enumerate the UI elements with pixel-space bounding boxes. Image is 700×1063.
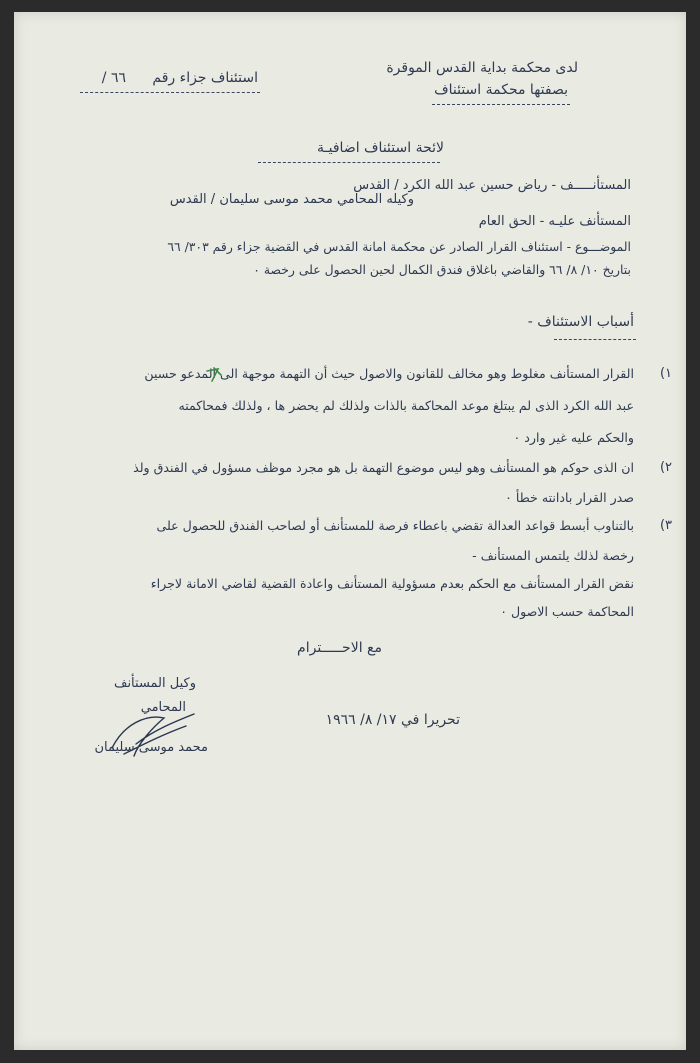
reason-2-line-2: صدر القرار بادانته خطأ ٠ — [505, 490, 634, 505]
title-underline — [258, 162, 440, 163]
reason-3-line-2: رخصة لذلك يلتمس المستأنف - — [472, 548, 634, 563]
green-ink-mark — [204, 366, 224, 384]
reason-number-2: ٢) — [659, 460, 672, 475]
reason-3-line-1: بالتناوب أبسط قواعد العدالة تقضي باعطاء فرصة للمستأنف أو لصاحب الفندق للحصول على — [156, 518, 634, 533]
reason-1-line-2: عبد الله الكرد الذى لم يبتلغ موعد المحاكمة بالذات ولذلك لم يحضر ها ، ولذلك فمحاكمته — [178, 398, 634, 413]
respondent-line: المستأنف عليـه - الحق العام — [478, 214, 631, 229]
reason-number-1: ١) — [659, 366, 672, 381]
case-label: استئناف جزاء رقم — [152, 70, 258, 86]
appellant-attorney-line: وكيله المحامي محمد موسى سليمان / القدس — [169, 192, 414, 207]
reason-2-line-1: ان الذى حوكم هو المستأنف وهو ليس موضوع التهمة بل هو مجرد موظف مسؤول في الفندق ولذ — [133, 460, 634, 475]
signature-role: المحامي — [140, 700, 186, 715]
closing: مع الاحـــــترام — [297, 640, 382, 656]
court-name-line2: بصفتها محكمة استئناف — [434, 82, 568, 98]
subject-line-1: الموضـــوع - استئناف القرار الصادر عن محكمة امانة القدس في القضية جزاء رقم ٣٠٣/ ٦٦ — [167, 239, 631, 254]
case-underline — [80, 92, 260, 93]
appellant-line: المستأنـــــف - رياض حسين عبد الله الكرد / القدس — [353, 178, 631, 193]
request-line-2: المحاكمة حسب الاصول ٠ — [500, 604, 634, 619]
document-date: تحريرا في ١٧/ ٨/ ١٩٦٦ — [325, 712, 460, 728]
court-underline — [432, 104, 570, 105]
signature-name: محمد موسى سليمان — [94, 740, 208, 755]
reasons-heading: أسباب الاستئناف - — [527, 314, 634, 330]
handwritten-signature — [94, 704, 204, 764]
request-line-1: نقض القرار المستأنف مع الحكم بعدم مسؤولية المستأنف واعادة القضية لقاضي الامانة لاجراء — [150, 576, 634, 591]
reason-1-line-3: والحكم عليه غير وارد ٠ — [513, 430, 634, 445]
reason-1-line-1: القرار المستأنف مغلوط وهو مخالف للقانون والاصول حيث أن التهمة موجهة الى المدعو حسين — [144, 366, 634, 381]
case-number: ٦٦ / — [101, 70, 126, 86]
court-name-line1: لدى محكمة بداية القدس الموقرة — [386, 60, 578, 76]
subject-line-2: بتاريخ ١٠/ ٨/ ٦٦ والقاضي باغلاق فندق الكمال لحين الحصول على رخصة ٠ — [253, 262, 631, 277]
document-page — [14, 12, 686, 1050]
signature-title: وكيل المستأنف — [113, 676, 196, 691]
reason-number-3: ٣) — [659, 518, 672, 533]
reasons-underline — [554, 339, 636, 340]
document-title: لائحة استئناف اضافيـة — [317, 140, 444, 156]
